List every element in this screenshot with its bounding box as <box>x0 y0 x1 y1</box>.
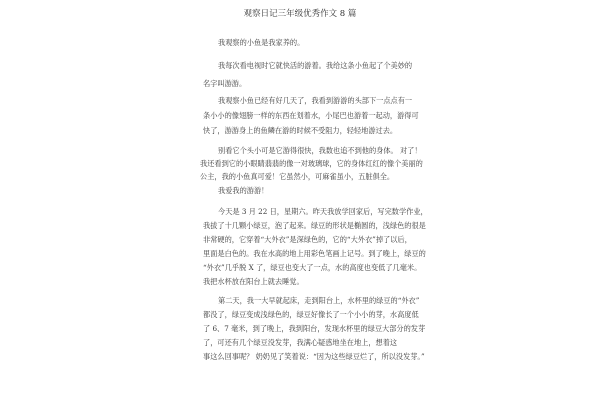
paragraph-line: 都没了，绿豆变成浅绿色的，绿豆好像长了一个小小的芽，水高度低 <box>203 310 419 319</box>
paragraph-line: 了，可还有几个绿豆没发芽，我满心疑惑地坐在地上，想着这 <box>203 338 398 347</box>
paragraph-line: 我爱我的游游！ <box>218 186 269 195</box>
paragraph-line: 我观察小鱼已经有好几天了，我看到游游的头部下一点点有一 <box>218 96 413 105</box>
paragraph-line: 别看它个头小可是它游得很快，我数也追不到他的身体。 对了！ <box>218 146 422 155</box>
paragraph-line: 我观察的小鱼是我家养的。 <box>218 38 305 47</box>
paragraph-line: 公主，我的小鱼真可爱！它虽然小，可麻雀虽小，五脏俱全。 <box>200 172 395 181</box>
paragraph-line: 第二天，我一大早就起床，走到阳台上，水杯里的绿豆的“外衣” <box>218 296 420 305</box>
paragraph-line: 了 6、7 毫米，到了晚上，我到阳台，发现水杯里的绿豆大部分的发芽 <box>203 324 426 333</box>
paragraph-line: 我还看到它的小眼睛翡翡的像一对玻璃球，它的身体红红的像个美丽的 <box>200 159 423 168</box>
paragraph-line: 今天是 3 月 22 日，星期六。昨天我放学回家后，写完数学作业， <box>218 207 428 216</box>
document-title: 观察日记三年级优秀作文 8 篇 <box>243 9 357 19</box>
paragraph-line: 名字叫游游。 <box>203 79 247 88</box>
paragraph-line: 我拔了十几颗小绿豆，泡了起来。绿豆的形状是椭圆的，浅绿色的很是 <box>203 221 426 230</box>
paragraph-line: 非常硬的，它穿着“大外衣”是深绿色的，它的“大外衣”掉了以后， <box>203 235 412 244</box>
paragraph-line: 我把水杯放在阳台上就去睡觉。 <box>203 277 304 286</box>
paragraph-line: 事这么回事呢？ 奶奶见了笑着说：“因为这些绿豆烂了，所以没发芽。” <box>203 352 425 361</box>
paragraph-line: 快了，游游身上的鱼鳞在游的时候不受阻力，轻轻地游过去。 <box>203 126 398 135</box>
paragraph-line: 我每次看电视时它就快活的游着。我给这条小鱼起了个美妙的 <box>218 61 413 70</box>
paragraph-line: 里面是白色的。我在水高的地上用彩色笔画上记号。到了晚上，绿豆的 <box>203 249 426 258</box>
paragraph-line: 条小小的像翅膀一样的东西在划着水，小尾巴也游着一起动，游得可 <box>203 111 419 120</box>
paragraph-line: “外衣”几乎脱 X 了，绿豆也变大了一点，水的高度也变低了几毫米。 <box>203 263 422 272</box>
